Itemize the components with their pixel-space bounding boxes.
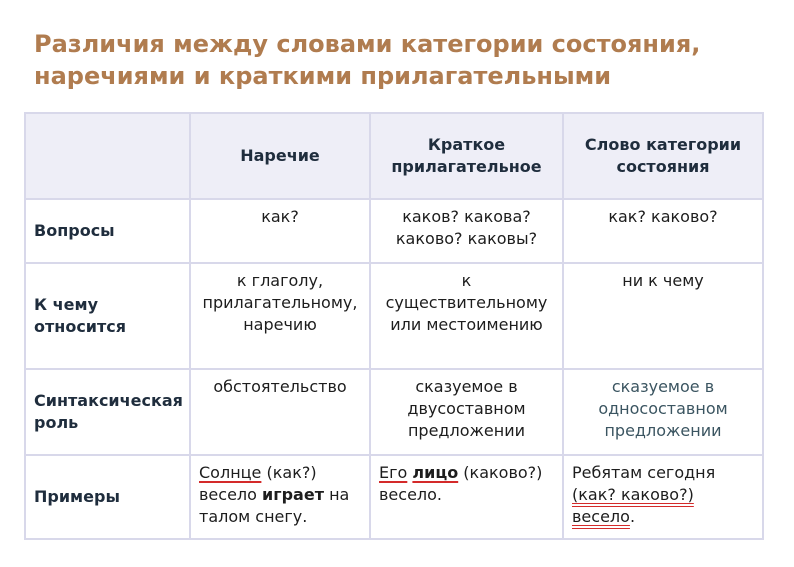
example-subject: Солнце [199,463,262,482]
cell-adverb-example [190,455,370,539]
comparison-table [24,112,764,540]
header-cell-short-adjective: Краткое прилагательное [370,113,563,199]
example-predicate: играет [262,485,324,504]
table-header-row [25,113,763,199]
cell-state-syntax: сказуемое в односоставном предложении [563,369,763,455]
table-row [25,199,763,263]
cell-short-adj-syntax: сказуемое в двусоставном предложении [370,369,563,455]
table-row [25,263,763,369]
row-label-relates-to: К чему относится [25,263,190,369]
cell-state-relates: ни к чему [563,263,763,369]
row-label-questions: Вопросы [25,199,190,263]
cell-state-questions: как? каково? [563,199,763,263]
row-label-examples: Примеры [25,455,190,539]
cell-short-adj-questions: каков? какова? каково? каковы? [370,199,563,263]
table-row [25,369,763,455]
slide-title: Различия между словами категории состояния, наречиями и краткими прилагательными [34,30,701,90]
cell-adverb-questions: как? [190,199,370,263]
header-cell-adverb: Наречие [190,113,370,199]
example-text: (как?) [261,463,317,482]
cell-short-adj-example [370,455,563,539]
row-label-syntax-role: Синтаксическая роль [25,369,190,455]
cell-state-example [563,455,763,539]
example-predicate: весело [572,507,630,526]
example-text: . [629,507,636,526]
example-text: Его [379,463,408,482]
example-predicate: (как? каково?) [572,485,694,504]
example-text: Ребятам сегодня [572,463,716,482]
example-text: весело [199,485,257,504]
table-row [25,455,763,539]
example-text: на талом снегу. [199,485,350,526]
cell-short-adj-relates: к существительному или местоимению [370,263,563,369]
cell-adverb-syntax: обстоятельство [190,369,370,455]
example-subject: лицо [412,463,459,482]
header-cell-empty [25,113,190,199]
header-cell-state-word: Слово категории состояния [563,113,763,199]
example-text: (каково?) весело. [379,463,543,504]
cell-adverb-relates: к глаголу, прилагательному, наречию [190,263,370,369]
